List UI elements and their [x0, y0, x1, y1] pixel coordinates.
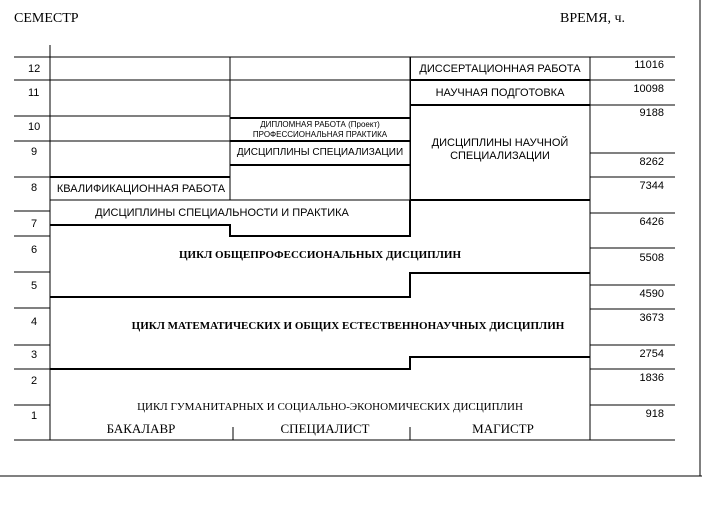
semester-axis-title: СЕМЕСТР [14, 11, 79, 26]
hours-value: 10098 [633, 83, 664, 95]
hours-value: 7344 [639, 180, 664, 192]
science-spec-label-line1: ДИСЦИПЛИНЫ НАУЧНОЙ [431, 137, 569, 149]
degree-specialist-label: СПЕЦИАЛИСТ [280, 421, 370, 436]
semester-number: 7 [31, 218, 38, 230]
semester-number: 12 [28, 63, 41, 75]
semester-number: 9 [31, 146, 38, 158]
diploma-label-line2: ПРОФЕССИОНАЛЬНАЯ ПРАКТИКА [252, 130, 388, 139]
semester-number: 4 [31, 316, 38, 328]
time-axis-title: ВРЕМЯ, ч. [560, 11, 626, 26]
dissertation-label: ДИССЕРТАЦИОННАЯ РАБОТА [419, 63, 581, 75]
semester-number: 3 [31, 349, 38, 361]
science-spec-label-line2: СПЕЦИАЛИЗАЦИИ [450, 150, 550, 162]
semester-number: 8 [31, 182, 38, 194]
semester-number: 5 [31, 280, 38, 292]
diploma-label-line1: ДИПЛОМНАЯ РАБОТА (Проект) [260, 120, 380, 129]
math-science-cycle-label: ЦИКЛ МАТЕМАТИЧЕСКИХ И ОБЩИХ ЕСТЕСТВЕННОНАУЧНЫХ ДИСЦИПЛИН [131, 320, 565, 332]
hours-value: 4590 [639, 288, 664, 300]
semester-number: 11 [28, 87, 40, 99]
hours-value: 918 [645, 408, 664, 420]
general-professional-cycle-label: ЦИКЛ ОБЩЕПРОФЕССИОНАЛЬНЫХ ДИСЦИПЛИН [178, 249, 462, 261]
semester-number: 2 [31, 375, 38, 387]
research-training-label: НАУЧНАЯ ПОДГОТОВКА [435, 87, 565, 99]
hours-value: 5508 [639, 252, 664, 264]
hours-value: 11016 [634, 59, 664, 71]
hours-value: 3673 [639, 312, 664, 324]
qualification-work-label: КВАЛИФИКАЦИОННАЯ РАБОТА [56, 183, 226, 195]
humanities-cycle-label: ЦИКЛ ГУМАНИТАРНЫХ И СОЦИАЛЬНО-ЭКОНОМИЧЕСКИХ ДИСЦИПЛИН [137, 401, 523, 413]
semester-number: 1 [31, 410, 38, 422]
degree-master-label: МАГИСТР [472, 421, 534, 436]
specialty-practice-label: ДИСЦИПЛИНЫ СПЕЦИАЛЬНОСТИ И ПРАКТИКА [95, 207, 349, 219]
specialization-label: ДИСЦИПЛИНЫ СПЕЦИАЛИЗАЦИИ [236, 147, 404, 158]
general-professional-bottom-step [50, 273, 590, 297]
hours-value: 1836 [639, 372, 664, 384]
semester-number: 6 [31, 244, 38, 256]
degree-bachelor-label: БАКАЛАВР [106, 421, 176, 436]
semester-number: 10 [28, 121, 41, 133]
hours-value: 6426 [639, 216, 664, 228]
hours-value: 2754 [639, 348, 664, 360]
math-science-bottom-step [50, 357, 590, 369]
hours-value: 8262 [639, 156, 664, 168]
hours-value: 9188 [639, 107, 664, 119]
